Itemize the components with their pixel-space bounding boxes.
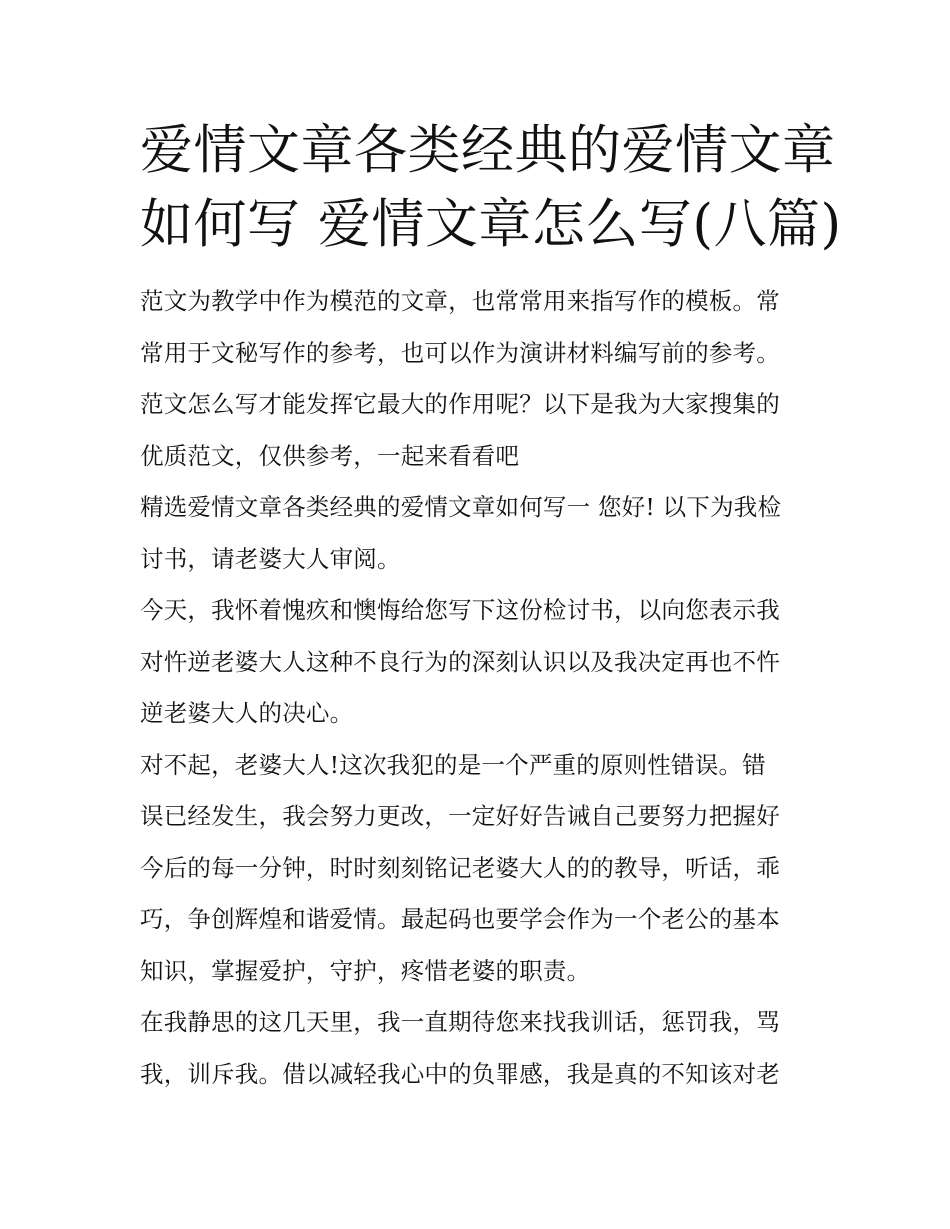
body-line: 今后的每一分钟，时时刻刻铭记老婆大人的的教导，听话，乖 bbox=[140, 853, 780, 882]
document-body bbox=[140, 276, 820, 1100]
body-line: 今天，我怀着愧疚和懊悔给您写下这份检讨书，以向您表示我 bbox=[140, 596, 780, 624]
body-line: 逆老婆大人的决心。 bbox=[140, 699, 354, 727]
title-line: 爱情文章各类经典的爱情文章 bbox=[140, 120, 836, 181]
body-line: 误已经发生，我会努力更改，一定好好告诫自己要努力把握好 bbox=[140, 802, 780, 830]
body-line: 巧，争创辉煌和谐爱情。最起码也要学会作为一个老公的基本 bbox=[140, 905, 780, 933]
body-line: 讨书，请老婆大人审阅。 bbox=[140, 544, 401, 573]
body-line: 对忤逆老婆大人这种不良行为的深刻认识以及我决定再也不忤 bbox=[140, 647, 780, 676]
body-line: 精选爱情文章各类经典的爱情文章如何写一 您好! 以下为我检 bbox=[140, 493, 782, 521]
body-line: 对不起，老婆大人!这次我犯的是一个严重的原则性错误。错 bbox=[140, 750, 766, 779]
body-line: 在我静思的这几天里，我一直期待您来找我训话，惩罚我，骂 bbox=[140, 1008, 780, 1036]
body-line: 优质范文，仅供参考，一起来看看吧 bbox=[140, 441, 520, 470]
body-line: 常用于文秘写作的参考，也可以作为演讲材料编写前的参考。 bbox=[140, 338, 780, 367]
body-line: 范文为教学中作为模范的文章，也常常用来指写作的模板。常 bbox=[140, 287, 780, 315]
document-title bbox=[140, 114, 842, 262]
body-line: 范文怎么写才能发挥它最大的作用呢？以下是我为大家搜集的 bbox=[140, 390, 780, 418]
body-line: 知识，掌握爱护，守护，疼惜老婆的职责。 bbox=[140, 956, 591, 985]
body-line: 我，训斥我。借以减轻我心中的负罪感，我是真的不知该对老 bbox=[140, 1059, 780, 1088]
title-line: 如何写 爱情文章怎么写(八篇) bbox=[140, 194, 842, 255]
